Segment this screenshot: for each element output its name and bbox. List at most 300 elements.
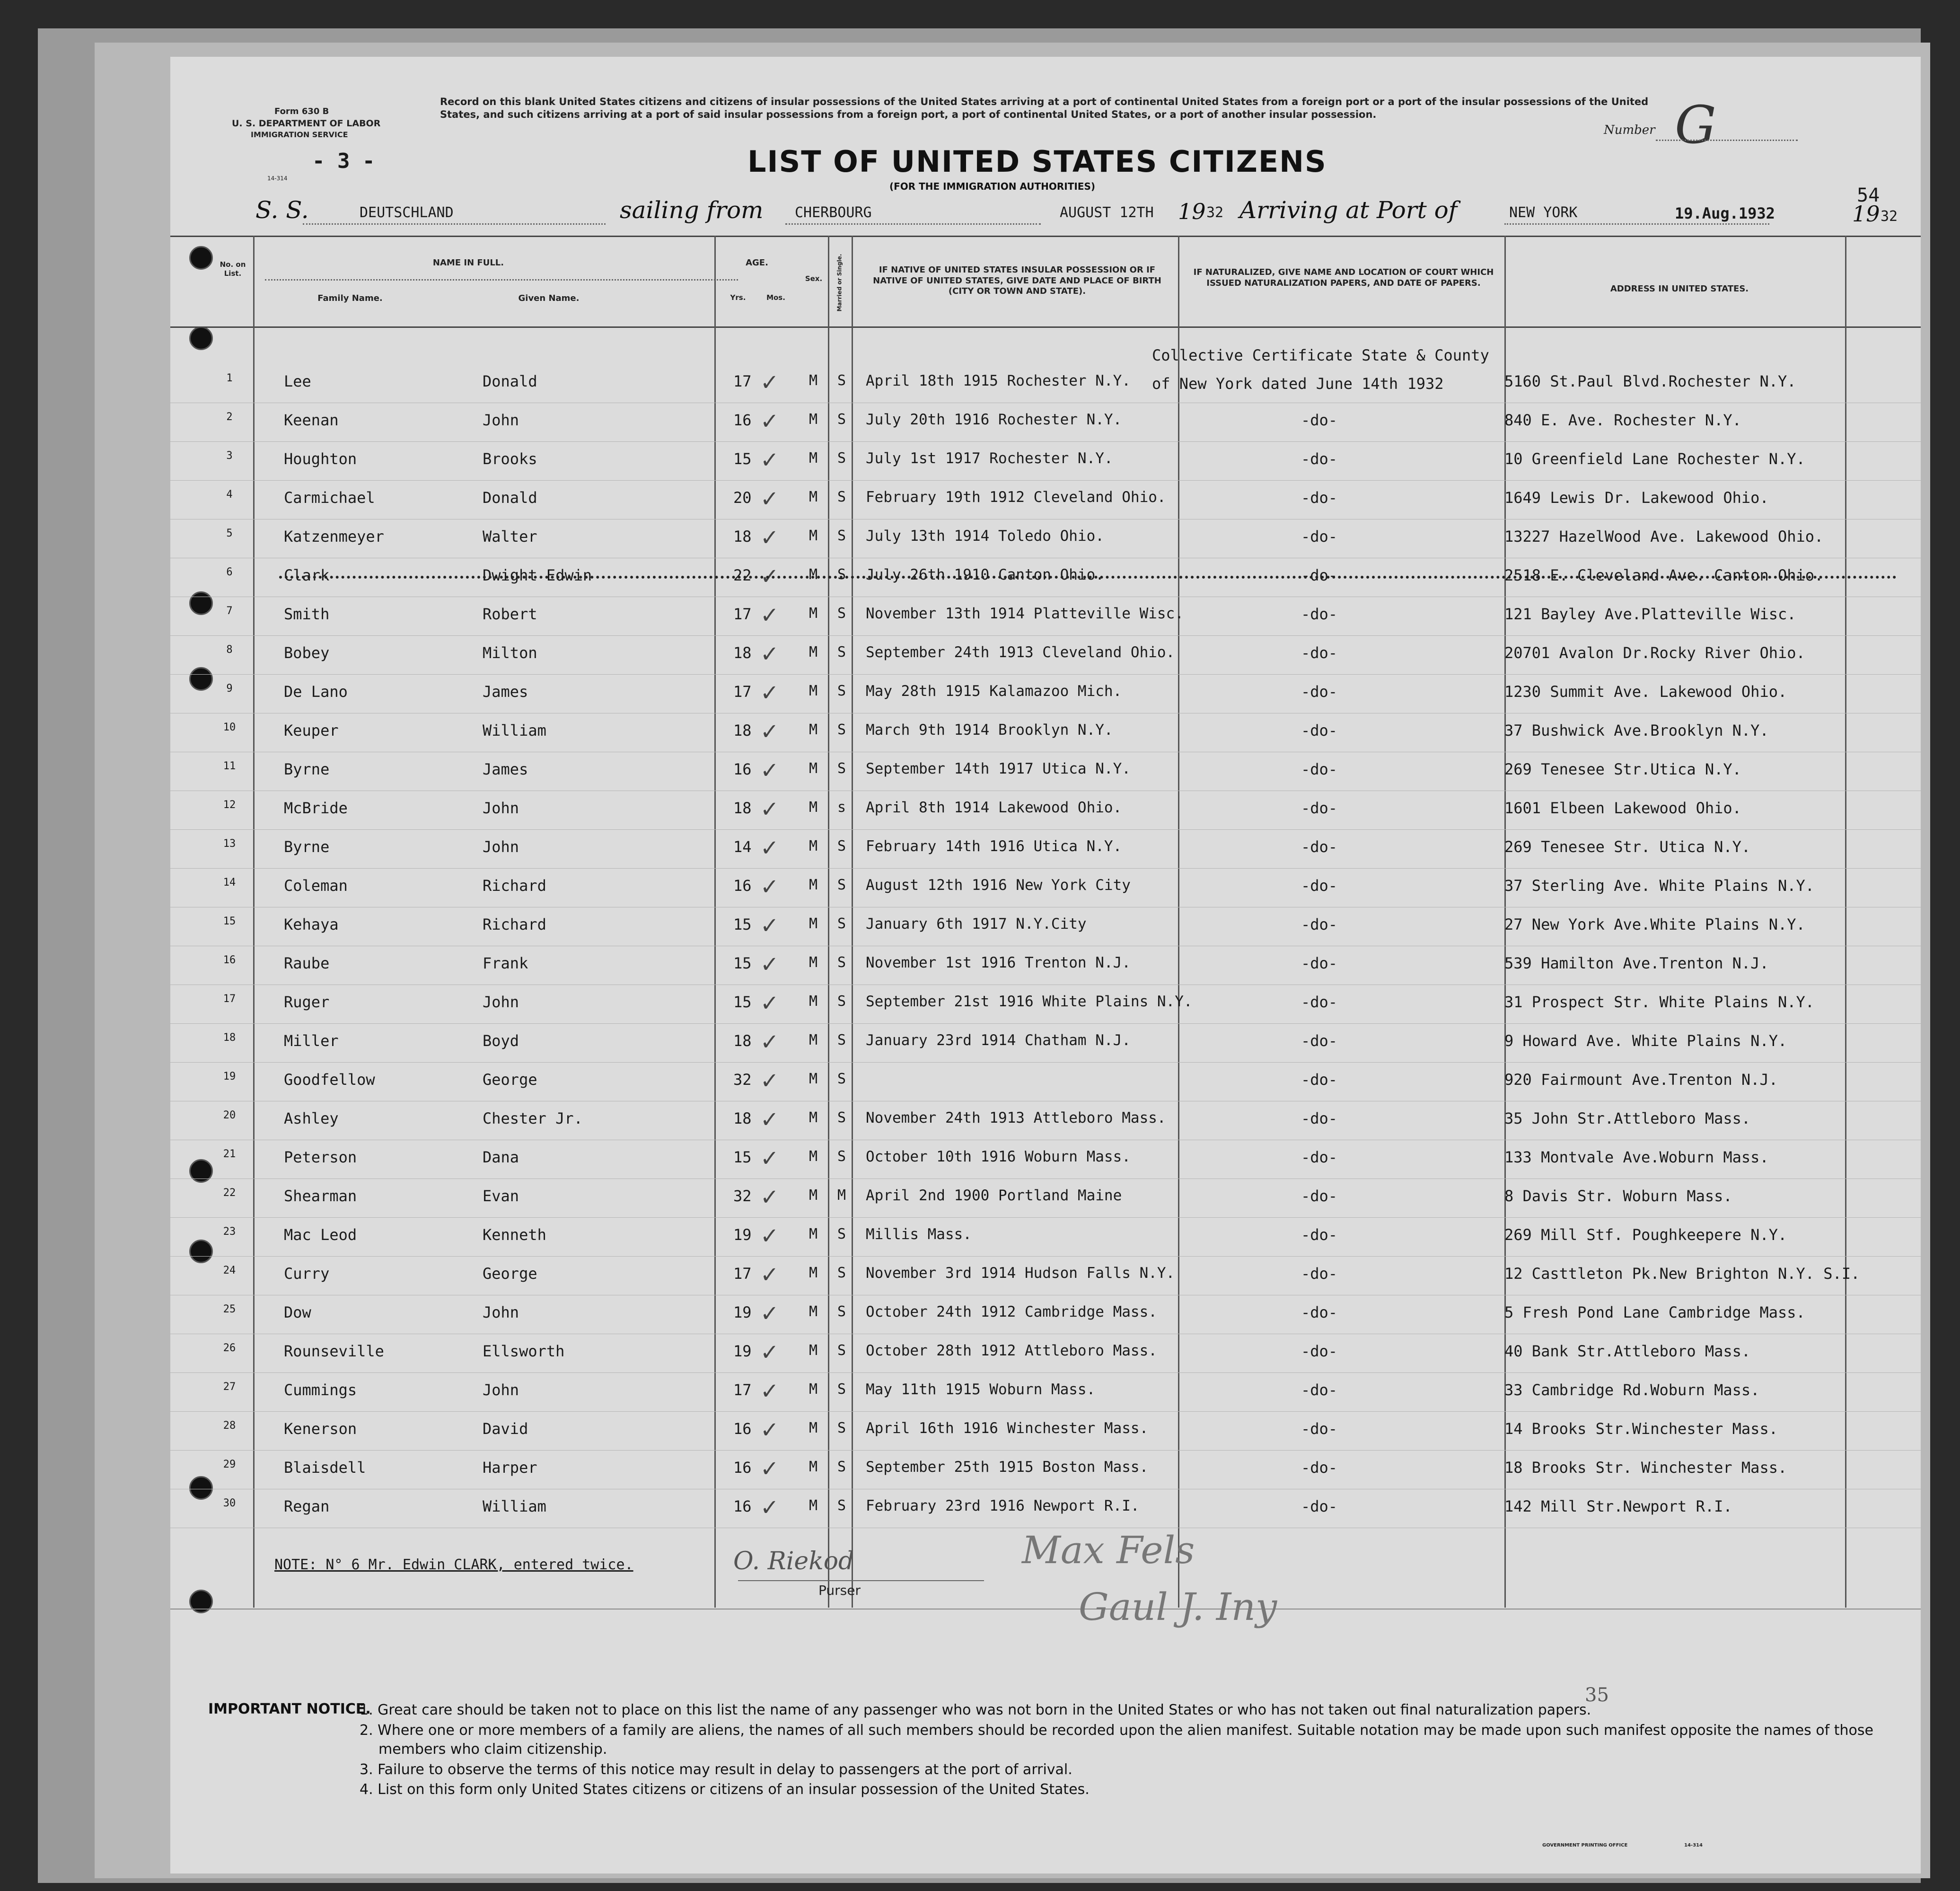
given-name: James [483,683,528,701]
check-mark: ✓ [762,1104,777,1134]
age-years: 15 [733,915,752,933]
given-name: Harper [483,1459,537,1477]
check-mark: ✓ [762,793,777,823]
marital-status: S [837,1109,846,1126]
notice-item: 3. Failure to observe the terms of this notice may result in delay to passengers at the port of arrival. [360,1761,1072,1778]
sex: M [809,838,818,854]
age-years: 18 [733,799,752,817]
sex: M [809,644,818,660]
age-years: 18 [733,1109,752,1127]
us-address: 8 Davis Str. Woburn Mass. [1504,1187,1732,1205]
naturalization-court: -do- [1301,993,1338,1011]
naturalization-court: -do- [1301,1497,1338,1515]
table-row [170,561,1921,599]
row-rule [170,1256,1921,1257]
naturalization-court: -do- [1301,411,1338,429]
family-name: Lee [284,372,311,390]
naturalization-court: -do- [1301,1420,1338,1438]
table-row [170,1104,1921,1143]
sex: M [809,1226,818,1242]
port-from: CHERBOURG [795,204,872,221]
birth-date-place: April 2nd 1900 Portland Maine [866,1187,1122,1204]
row-number: 6 [226,566,233,578]
sex: M [809,1148,818,1165]
table-row [170,1065,1921,1104]
marital-status: S [837,1420,846,1436]
row-number: 26 [223,1342,236,1354]
birth-date-place: February 14th 1916 Utica N.Y. [866,838,1122,855]
age-years: 22 [733,566,752,584]
age-years: 32 [733,1187,752,1205]
table-row [170,638,1921,677]
birth-date-place: November 3rd 1914 Hudson Falls N.Y. [866,1265,1175,1282]
age-years: 15 [733,1148,752,1166]
marital-status: S [837,993,846,1010]
marital-status: S [837,1303,846,1320]
row-rule [170,1372,1921,1373]
us-address: 12 Casttleton Pk.New Brighton N.Y. S.I. [1504,1265,1860,1283]
us-address: 10 Greenfield Lane Rochester N.Y. [1504,450,1805,468]
notice-title: IMPORTANT NOTICE. [208,1701,371,1717]
naturalization-court: -do- [1301,489,1338,507]
marital-status: S [837,1342,846,1359]
family-name: Peterson [284,1148,357,1166]
age-years: 14 [733,838,752,856]
row-number: 17 [223,993,236,1005]
birth-date-place: Millis Mass. [866,1226,972,1243]
sex: M [809,721,818,738]
us-address: 1649 Lewis Dr. Lakewood Ohio. [1504,489,1769,507]
given-name: William [483,1497,546,1515]
us-address: 2518 E. Cleveland Ave. Canton Ohio. [1504,566,1824,584]
us-address: 37 Bushwick Ave.Brooklyn N.Y. [1504,721,1769,739]
sex: M [809,954,818,971]
small-code: 14-314 [267,175,288,182]
table-row [170,910,1921,949]
row-number: 22 [223,1187,236,1199]
sex: M [809,1420,818,1436]
check-mark: ✓ [762,949,777,978]
sex: M [809,760,818,777]
table-row [170,987,1921,1026]
table-row [170,1259,1921,1298]
table-row [170,522,1921,561]
age-years: 16 [733,1420,752,1438]
row-number: 28 [223,1420,236,1432]
department-label: U. S. DEPARTMENT OF LABOR [232,118,381,129]
age-years: 20 [733,489,752,507]
marital-status: S [837,450,846,466]
age-years: 19 [733,1303,752,1321]
naturalization-court: -do- [1301,1071,1338,1089]
given-name: George [483,1265,537,1283]
header-no-on-list: No. on List. [220,260,246,278]
age-years: 16 [733,760,752,778]
sailing-label: sailing from [620,196,764,224]
naturalization-court: -do- [1301,799,1338,817]
purser-line [738,1580,984,1581]
us-address: 33 Cambridge Rd.Woburn Mass. [1504,1381,1760,1399]
sailing-date: AUGUST 12TH [1060,204,1154,221]
name-divider [265,279,738,281]
naturalization-court: -do- [1301,605,1338,623]
row-number: 9 [226,683,233,695]
inspector-signature: Max Fels [1022,1528,1195,1572]
row-rule [170,635,1921,636]
marital-status: S [837,683,846,699]
header-address: ADDRESS IN UNITED STATES. [1610,284,1749,294]
sex: M [809,411,818,428]
arriving-label: Arriving at Port of [1239,196,1458,224]
age-years: 15 [733,993,752,1011]
naturalization-court: -do- [1301,838,1338,856]
given-name: Donald [483,489,537,507]
marital-status: S [837,760,846,777]
birth-date-place: March 9th 1914 Brooklyn N.Y. [866,721,1113,739]
naturalization-court: -do- [1301,1381,1338,1399]
given-name: William [483,721,546,739]
sex: M [809,1071,818,1087]
ship-line [303,223,606,225]
family-name: Smith [284,605,330,623]
birth-date-place: September 24th 1913 Cleveland Ohio. [866,644,1175,661]
table-row [170,832,1921,871]
table-row [170,1143,1921,1181]
row-number: 30 [223,1497,236,1509]
given-name: John [483,411,519,429]
family-name: Bobey [284,644,330,662]
row-number: 5 [226,528,233,539]
family-name: Clark [284,566,330,584]
marital-status: s [837,799,846,816]
row-number: 10 [223,721,236,733]
header-top-rule [170,236,1921,237]
header-sex: Sex. [805,274,823,283]
check-mark: ✓ [762,1181,777,1211]
us-address: 1601 Elbeen Lakewood Ohio. [1504,799,1741,817]
arrival-year: 32 [1881,208,1898,225]
given-name: George [483,1071,537,1089]
age-years: 16 [733,411,752,429]
family-name: Blaisdell [284,1459,366,1477]
row-number: 14 [223,877,236,888]
marital-status: S [837,954,846,971]
given-name: Boyd [483,1032,519,1050]
age-years: 17 [733,1265,752,1283]
sex: M [809,1109,818,1126]
naturalization-court: -do- [1301,1303,1338,1321]
age-years: 32 [733,1071,752,1089]
header-name-in-full: NAME IN FULL. [432,258,504,268]
naturalization-court: -do- [1301,1226,1338,1244]
marital-status: S [837,1226,846,1242]
naturalization-court: -do- [1301,760,1338,778]
age-years: 19 [733,1226,752,1244]
table-row [170,1492,1921,1530]
family-name: Mac Leod [284,1226,357,1244]
given-name: Chester Jr. [483,1109,583,1127]
check-mark: ✓ [762,1414,777,1444]
age-years: 15 [733,450,752,468]
table-row [170,677,1921,716]
row-rule [170,480,1921,481]
check-mark: ✓ [762,755,777,784]
marital-status: S [837,1148,846,1165]
footer-rule [170,1609,1921,1610]
family-name: Goodfellow [284,1071,375,1089]
sex: M [809,1032,818,1048]
marital-status: S [837,489,846,505]
marital-status: S [837,528,846,544]
table-row [170,1026,1921,1065]
marital-status: S [837,566,846,583]
check-mark: ✓ [762,1143,777,1172]
sex: M [809,1342,818,1359]
family-name: De Lano [284,683,348,701]
naturalization-court: -do- [1301,683,1338,701]
check-mark: ✓ [762,1453,777,1483]
family-name: Curry [284,1265,330,1283]
sex: M [809,915,818,932]
sex: M [809,489,818,505]
family-name: Carmichael [284,489,375,507]
table-row [170,367,1921,405]
check-mark: ✓ [762,1026,777,1056]
port-from-line [785,223,1041,225]
family-name: Kenerson [284,1420,357,1438]
check-mark: ✓ [762,1492,777,1522]
check-mark: ✓ [762,677,777,707]
table-row [170,483,1921,522]
check-mark: ✓ [762,1220,777,1250]
us-address: 269 Mill Stf. Poughkeepere N.Y. [1504,1226,1787,1244]
family-name: Miller [284,1032,339,1050]
given-name: John [483,1381,519,1399]
age-years: 15 [733,954,752,972]
purser-signature: O. Riekod [733,1547,854,1575]
table-row [170,1414,1921,1453]
header-age: AGE. [746,258,768,268]
birth-date-place: July 1st 1917 Rochester N.Y. [866,450,1113,467]
marital-status: S [837,605,846,622]
age-years: 16 [733,1497,752,1515]
marital-status: S [837,721,846,738]
given-name: Dana [483,1148,519,1166]
check-mark: ✓ [762,1259,777,1289]
marital-status: S [837,877,846,893]
inspector-initials: Gaul J. Iny [1079,1585,1277,1629]
naturalization-court: -do- [1301,1342,1338,1360]
age-years: 18 [733,644,752,662]
family-name: Shearman [284,1187,357,1205]
form-number: Form 630 B [274,106,329,116]
notice-item: 4. List on this form only United States citizens or citizens of an insular possession of the United States. [360,1781,1090,1798]
birth-date-place: October 24th 1912 Cambridge Mass. [866,1303,1157,1320]
us-address: 40 Bank Str.Attleboro Mass. [1504,1342,1751,1360]
table-row [170,755,1921,793]
arrival-stamp: 19.Aug.1932 [1675,204,1775,222]
check-mark: ✓ [762,638,777,668]
naturalization-court: -do- [1301,528,1338,545]
us-address: 31 Prospect Str. White Plains N.Y. [1504,993,1815,1011]
marital-status: S [837,1459,846,1475]
us-address: 13227 HazelWood Ave. Lakewood Ohio. [1504,528,1824,545]
marital-status: M [837,1187,846,1204]
number-value: G [1675,95,1716,155]
naturalization-court: -do- [1301,1459,1338,1477]
sailing-year: 32 [1206,204,1224,221]
naturalization-court: -do- [1301,721,1338,739]
given-name: Richard [483,915,546,933]
birth-date-place: August 12th 1916 New York City [866,877,1131,894]
family-name: Byrne [284,838,330,856]
age-years: 17 [733,683,752,701]
us-address: 37 Sterling Ave. White Plains N.Y. [1504,877,1815,895]
ss-label: S. S. [255,196,309,224]
court-note-line1: Collective Certificate State & County [1152,346,1489,364]
given-name: John [483,993,519,1011]
page-title: LIST OF UNITED STATES CITIZENS [747,144,1327,179]
header-married-single: Married or Single. [836,254,843,312]
row-number: 4 [226,489,233,501]
naturalization-court: -do- [1301,1148,1338,1166]
given-name: Donald [483,372,537,390]
us-address: 18 Brooks Str. Winchester Mass. [1504,1459,1787,1477]
row-number: 19 [223,1071,236,1082]
row-number: 15 [223,915,236,927]
check-mark: ✓ [762,716,777,746]
row-rule [170,1023,1921,1024]
naturalization-court: -do- [1301,1032,1338,1050]
arrival-year-prefix: 19 [1852,201,1880,227]
sex: M [809,605,818,622]
sex: M [809,1303,818,1320]
birth-date-place: November 13th 1914 Platteville Wisc. [866,605,1184,622]
naturalization-court: -do- [1301,915,1338,933]
row-rule [170,1217,1921,1218]
row-number: 18 [223,1032,236,1044]
header-mos: Mos. [766,293,785,302]
us-address: 840 E. Ave. Rochester N.Y. [1504,411,1741,429]
marital-status: S [837,372,846,389]
us-address: 142 Mill Str.Newport R.I. [1504,1497,1732,1515]
court-note-line2: of New York dated June 14th 1932 [1152,375,1444,393]
sex: M [809,1381,818,1398]
family-name: Regan [284,1497,330,1515]
check-mark: ✓ [762,561,777,590]
given-name: Walter [483,528,537,545]
marital-status: S [837,1071,846,1087]
check-mark: ✓ [762,1298,777,1328]
birth-date-place: April 16th 1916 Winchester Mass. [866,1420,1149,1437]
birth-date-place: November 1st 1916 Trenton N.J. [866,954,1131,971]
family-name: Katzenmeyer [284,528,384,545]
check-mark: ✓ [762,1065,777,1095]
marital-status: S [837,1032,846,1048]
family-name: Coleman [284,877,348,895]
family-name: Keuper [284,721,339,739]
given-name: David [483,1420,528,1438]
row-number: 29 [223,1459,236,1470]
page-number: 35 [1585,1684,1609,1706]
form-instruction: Record on this blank United States citizens and citizens of insular possessions of the United States arriving at a port of continental United States from a foreign port or a port of the insular possessions of the United States, and such citizens arriving at a port of said insular possessions from a foreign port, a port of continental United States, or a port of another insular possession. [440,96,1649,121]
row-number: 8 [226,644,233,656]
us-address: 1230 Summit Ave. Lakewood Ohio. [1504,683,1787,701]
sex: M [809,1497,818,1514]
row-number: 11 [223,760,236,772]
row-rule [170,441,1921,442]
birth-date-place: January 6th 1917 N.Y.City [866,915,1087,932]
family-name: Dow [284,1303,311,1321]
birth-date-place: April 18th 1915 Rochester N.Y. [866,372,1131,389]
check-mark: ✓ [762,367,777,396]
given-name: John [483,1303,519,1321]
header-birth: IF NATIVE OF UNITED STATES INSULAR POSSESSION OR IF NATIVE OF UNITED STATES, GIVE DATE AND PLACE OF BIRTH (CITY OR TOWN AND STATE). [873,265,1161,296]
family-name: Houghton [284,450,357,468]
table-row [170,444,1921,483]
sex: M [809,1265,818,1281]
check-mark: ✓ [762,599,777,629]
purser-label: Purser [818,1583,861,1598]
sex: M [809,683,818,699]
birth-date-place: September 21st 1916 White Plains N.Y. [866,993,1193,1010]
table-row [170,1298,1921,1337]
birth-date-place: May 28th 1915 Kalamazoo Mich. [866,683,1122,700]
row-number: 20 [223,1109,236,1121]
row-number: 13 [223,838,236,850]
age-years: 16 [733,877,752,895]
binder-hole [189,1590,213,1613]
table-row [170,871,1921,910]
row-number: 12 [223,799,236,811]
age-years: 19 [733,1342,752,1360]
us-address: 9 Howard Ave. White Plains N.Y. [1504,1032,1787,1050]
age-years: 18 [733,528,752,545]
sex: M [809,799,818,816]
check-mark: ✓ [762,522,777,552]
arrival-day: 54 [1857,185,1880,206]
check-mark: ✓ [762,483,777,513]
birth-date-place: May 11th 1915 Woburn Mass. [866,1381,1096,1398]
sex: M [809,877,818,893]
check-mark: ✓ [762,832,777,862]
row-number: 25 [223,1303,236,1315]
notice-list [360,1701,1892,1801]
table-row [170,1453,1921,1492]
birth-date-place: September 25th 1915 Boston Mass. [866,1459,1149,1476]
port-to: NEW YORK [1509,204,1578,221]
table-row [170,716,1921,755]
given-name: Milton [483,644,537,662]
marital-status: S [837,838,846,854]
page-subtitle: (FOR THE IMMIGRATION AUTHORITIES) [889,181,1096,192]
birth-date-place: July 20th 1916 Rochester N.Y. [866,411,1122,428]
sheet-number: - 3 - [312,149,375,173]
row-number: 16 [223,954,236,966]
us-address: 5160 St.Paul Blvd.Rochester N.Y. [1504,372,1796,390]
naturalization-court: -do- [1301,877,1338,895]
us-address: 35 John Str.Attleboro Mass. [1504,1109,1751,1127]
family-name: Rounseville [284,1342,384,1360]
binder-hole [189,246,213,270]
strike-through [279,576,1897,579]
marital-status: S [837,1381,846,1398]
naturalization-court: -do- [1301,1265,1338,1283]
port-to-line [1504,223,1769,225]
us-address: 27 New York Ave.White Plains N.Y. [1504,915,1805,933]
family-name: Raube [284,954,330,972]
number-line [1656,140,1798,141]
